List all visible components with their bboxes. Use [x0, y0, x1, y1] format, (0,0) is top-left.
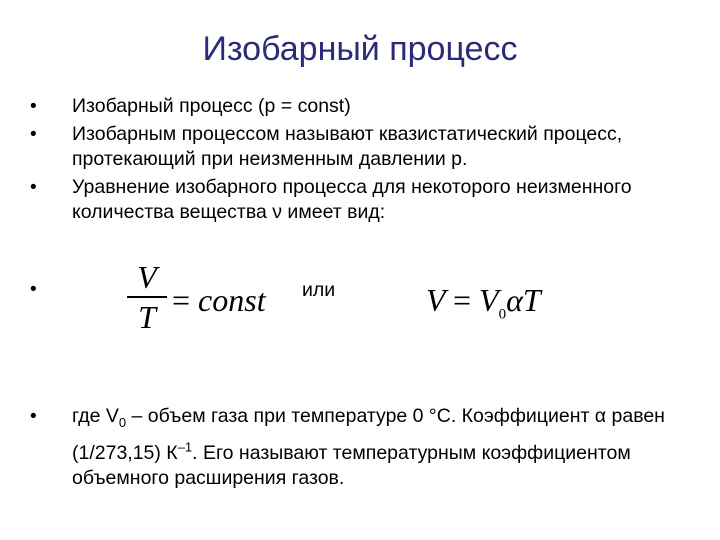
- bullet-marker: •: [30, 124, 37, 145]
- slide-title: Изобарный процесс: [202, 30, 518, 68]
- const-term: const: [198, 282, 266, 318]
- bullet-item: [30, 94, 690, 119]
- bullet-marker: •: [30, 177, 37, 198]
- bullet-text: Уравнение изобарного процесса для некоторого неизменного количества вещества ν имеет вид:: [72, 176, 632, 223]
- formula-row: [30, 260, 690, 350]
- fraction-v-over-t: [127, 260, 167, 334]
- text-part: – объем газа при температуре 0 °С. Коэффициент α равен (1/273,15) К: [72, 405, 665, 465]
- equals-sign: =: [172, 282, 191, 318]
- formula-2-subscript: 0: [498, 306, 507, 323]
- formula-2: [426, 282, 541, 323]
- connector-or: или: [302, 279, 336, 301]
- bullet-text: Изобарным процессом называют квазистатический процесс, протекающий при неизменным давлении p.: [72, 123, 623, 170]
- bullet-marker: •: [30, 279, 37, 300]
- formula-2-lhs: V: [426, 282, 445, 318]
- fraction-denominator: T: [138, 298, 156, 335]
- bullet-marker: •: [30, 406, 37, 427]
- text-part: . Его называют температурным коэффициентом объемного расширения газов.: [72, 442, 631, 490]
- fraction-bar: [127, 296, 167, 298]
- bullet-list: [30, 94, 690, 225]
- equals-sign: =: [452, 282, 472, 318]
- text-part: где V: [72, 405, 119, 427]
- formula-2-alpha-t: αT: [506, 282, 541, 318]
- fraction-numerator: V: [137, 259, 157, 295]
- formula-1-rhs: [172, 282, 266, 319]
- superscript: –1: [177, 439, 193, 455]
- bullet-item: [30, 122, 690, 172]
- formula-2-v: V: [479, 282, 499, 318]
- subscript: 0: [118, 414, 127, 430]
- bullet-marker: •: [30, 96, 37, 117]
- bullet-item: [30, 175, 690, 225]
- bullet-text: Изобарный процесс (p = const): [72, 95, 351, 117]
- bullet-item: [30, 404, 720, 491]
- bullet-text: [72, 405, 665, 489]
